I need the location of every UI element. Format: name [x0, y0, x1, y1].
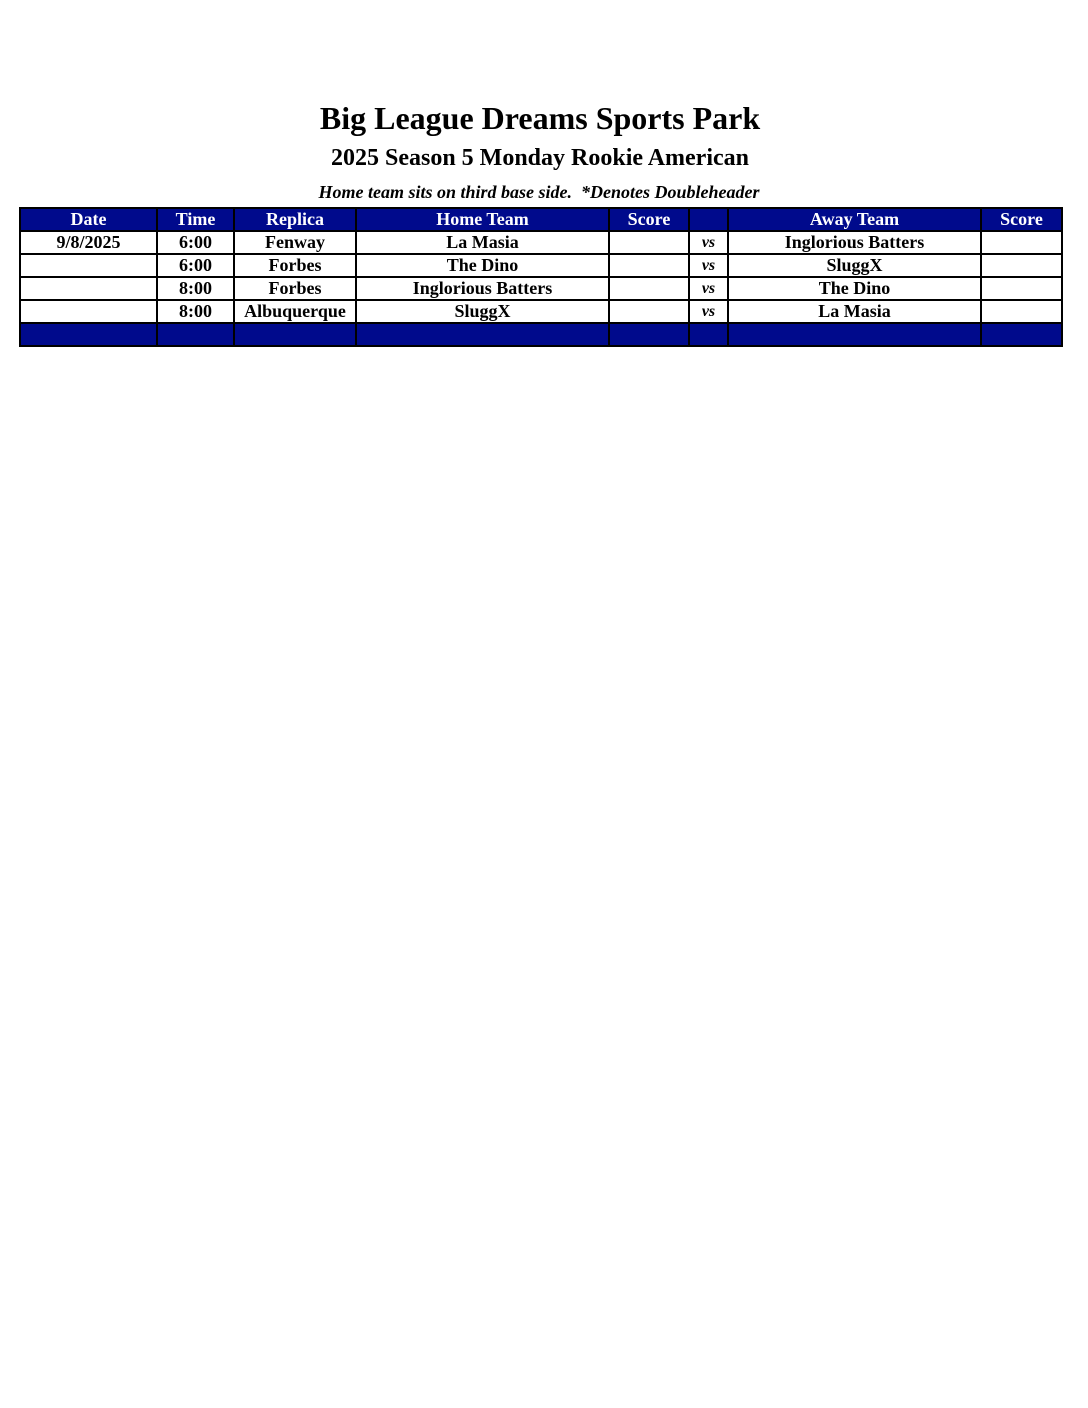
page-subtitle: 2025 Season 5 Monday Rookie American	[330, 145, 749, 171]
cell-away-team: SluggX	[728, 254, 981, 277]
cell-time: 6:00	[157, 231, 234, 254]
cell-away-score	[981, 231, 1062, 254]
column-header-time: Time	[157, 208, 234, 231]
cell-home-score	[609, 231, 689, 254]
column-header-home-team: Home Team	[356, 208, 609, 231]
cell-date	[20, 254, 157, 277]
footer-cell	[728, 323, 981, 346]
cell-away-score	[981, 277, 1062, 300]
column-header-date: Date	[20, 208, 157, 231]
cell-replica: Forbes	[234, 277, 356, 300]
cell-home-score	[609, 254, 689, 277]
cell-away-team: La Masia	[728, 300, 981, 323]
column-header-vs	[689, 208, 728, 231]
table-row	[20, 231, 1062, 254]
cell-away-team: Inglorious Batters	[728, 231, 981, 254]
table-footer-row	[20, 323, 1062, 346]
footer-cell	[157, 323, 234, 346]
column-header-replica: Replica	[234, 208, 356, 231]
cell-home-team: The Dino	[356, 254, 609, 277]
cell-away-team: The Dino	[728, 277, 981, 300]
cell-vs: vs	[689, 231, 728, 254]
cell-home-team: Inglorious Batters	[356, 277, 609, 300]
cell-vs: vs	[689, 254, 728, 277]
cell-time: 6:00	[157, 254, 234, 277]
table-row	[20, 277, 1062, 300]
footer-cell	[981, 323, 1062, 346]
schedule-table	[19, 207, 1063, 347]
table-row	[20, 300, 1062, 323]
column-header-home-score: Score	[609, 208, 689, 231]
cell-date	[20, 300, 157, 323]
cell-home-team: La Masia	[356, 231, 609, 254]
table-header-row	[20, 208, 1062, 231]
cell-home-team: SluggX	[356, 300, 609, 323]
footer-cell	[234, 323, 356, 346]
cell-away-score	[981, 254, 1062, 277]
footer-cell	[609, 323, 689, 346]
table-row	[20, 254, 1062, 277]
schedule-note: Home team sits on third base side. *Denotes Doubleheader	[318, 182, 760, 202]
cell-date: 9/8/2025	[20, 231, 157, 254]
footer-cell	[20, 323, 157, 346]
cell-time: 8:00	[157, 300, 234, 323]
cell-home-score	[609, 300, 689, 323]
footer-cell	[356, 323, 609, 346]
page-title: Big League Dreams Sports Park	[319, 100, 761, 136]
column-header-away-team: Away Team	[728, 208, 981, 231]
cell-replica: Fenway	[234, 231, 356, 254]
cell-vs: vs	[689, 300, 728, 323]
cell-away-score	[981, 300, 1062, 323]
cell-vs: vs	[689, 277, 728, 300]
cell-home-score	[609, 277, 689, 300]
cell-time: 8:00	[157, 277, 234, 300]
cell-date	[20, 277, 157, 300]
cell-replica: Albuquerque	[234, 300, 356, 323]
column-header-away-score: Score	[981, 208, 1062, 231]
footer-cell	[689, 323, 728, 346]
cell-replica: Forbes	[234, 254, 356, 277]
